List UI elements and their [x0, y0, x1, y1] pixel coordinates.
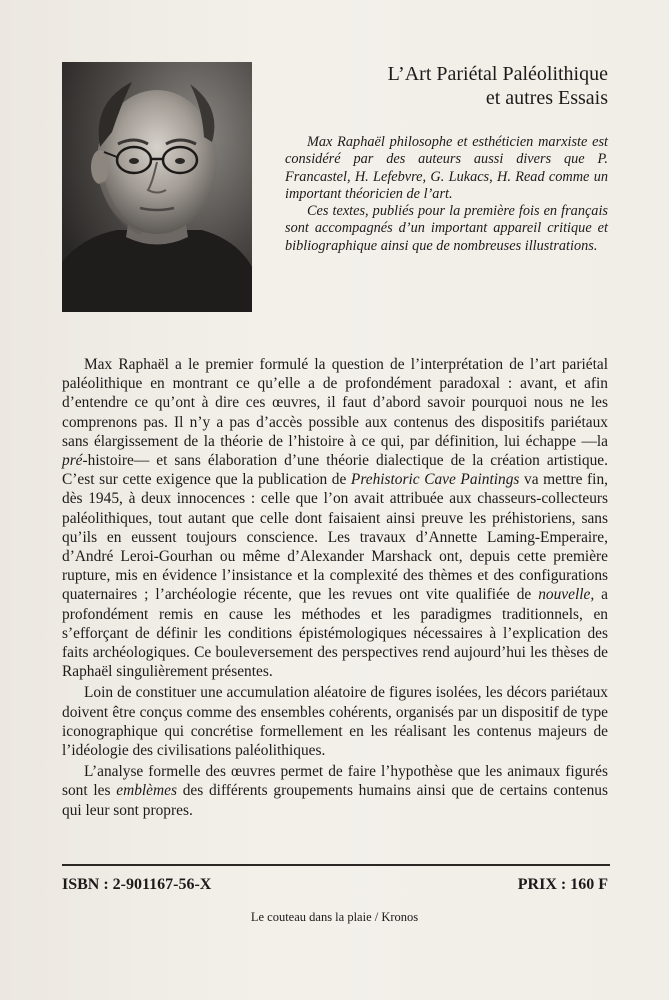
book-title [290, 62, 608, 110]
book-title-line-2: et autres Essais [485, 87, 608, 109]
description-paragraph-1 [62, 355, 608, 681]
publisher-label: Le couteau dans la plaie / Kronos [250, 910, 419, 924]
text-run: Max Raphaël a le premier formulé la question de l’interprétation de l’art pariétal paléolithique en montrant ce qu’elle a de profondément paradoxal : avant, et afin d’entendre ce qu’ont à dire ces œuvres, il faut d’abord savoir pourquoi nous ne les comprenons pas. Il n’y a pas d’accès possible aux contenus des dispositifs pariétaux sans élargissement de la théorie de l’histoire à ce qui, par définition, lui échappe —la [62, 356, 608, 450]
text-run: L’analyse formelle des œuvres permet de faire l’hypothèse que les animaux figurés sont les [62, 763, 608, 800]
divider [62, 864, 610, 866]
text-emphasis: Prehistoric Cave Paintings [350, 471, 520, 489]
description-paragraph-3 [62, 762, 608, 820]
description-text [62, 355, 608, 822]
intro-paragraph-2: Ces textes, publiés pour la première fois en français sont accompagnés d’un important appareil critique et bibliographique ainsi que de nombreuses illustrations. [285, 203, 608, 254]
price-label: PRIX : 160 F [517, 876, 608, 893]
text-run: des différents groupements humains ainsi que de certains contenus qui leur sont propres. [62, 782, 608, 819]
isbn-label: ISBN : 2-901167-56-X [62, 876, 212, 893]
text-run: va mettre fin, dès 1945, à deux innocences : celle que l’on avait attribuée aux chasseurs-collecteurs paléolithiques, tout autant que celle dont faisaient ainsi preuve les préhistoriens, sans qu’ils en eussent toujours conscience. Les travaux d’Annette Laming-Emperaire, d’André Leroi-Gourhan ou même d’Alexander Marshack ont, depuis cette première rupture, mis en évidence l’insistance et la complexité des thèmes et des configurations quaternaires ; l’archéologie récente, que les revues ont vite qualifiée de [62, 471, 608, 604]
description-paragraph-2: Loin de constituer une accumulation aléatoire de figures isolées, les décors pariétaux doivent être conçus comme des ensembles cohérents, organisés par un dispositif de type iconographique qui concrétise formellement en les réalisant les contenus majeurs de l’idéologie des civilisations paléolithiques. [62, 684, 608, 760]
text-run: -histoire— et sans élaboration d’une théorie dialectique de la création artistique. C’est sur cette exigence que la publication de [62, 452, 608, 489]
intro-blurb [285, 134, 608, 255]
text-run: a profondément remis en cause les méthodes et les paradigmes traditionnels, en s’efforçant de définir les conditions épistémologiques nécessaires à l’explication des faits archéologiques. Ce bouleversement des perspectives rend aujourd’hui les thèses de Raphaël singulièrement présentes. [62, 586, 608, 681]
author-portrait-photo [62, 62, 252, 312]
text-emphasis: pré [62, 452, 83, 470]
intro-paragraph-1: Max Raphaël philosophe et esthéticien marxiste est considéré par des auteurs aussi divers que P. Francastel, H. Lefebvre, G. Lukacs, H. Read comme un important théoricien de l’art. [285, 134, 608, 202]
book-title-line-1: L’Art Pariétal Paléolithique [387, 63, 608, 85]
text-emphasis: nouvelle, [538, 586, 595, 604]
text-emphasis: emblèmes [116, 782, 177, 800]
